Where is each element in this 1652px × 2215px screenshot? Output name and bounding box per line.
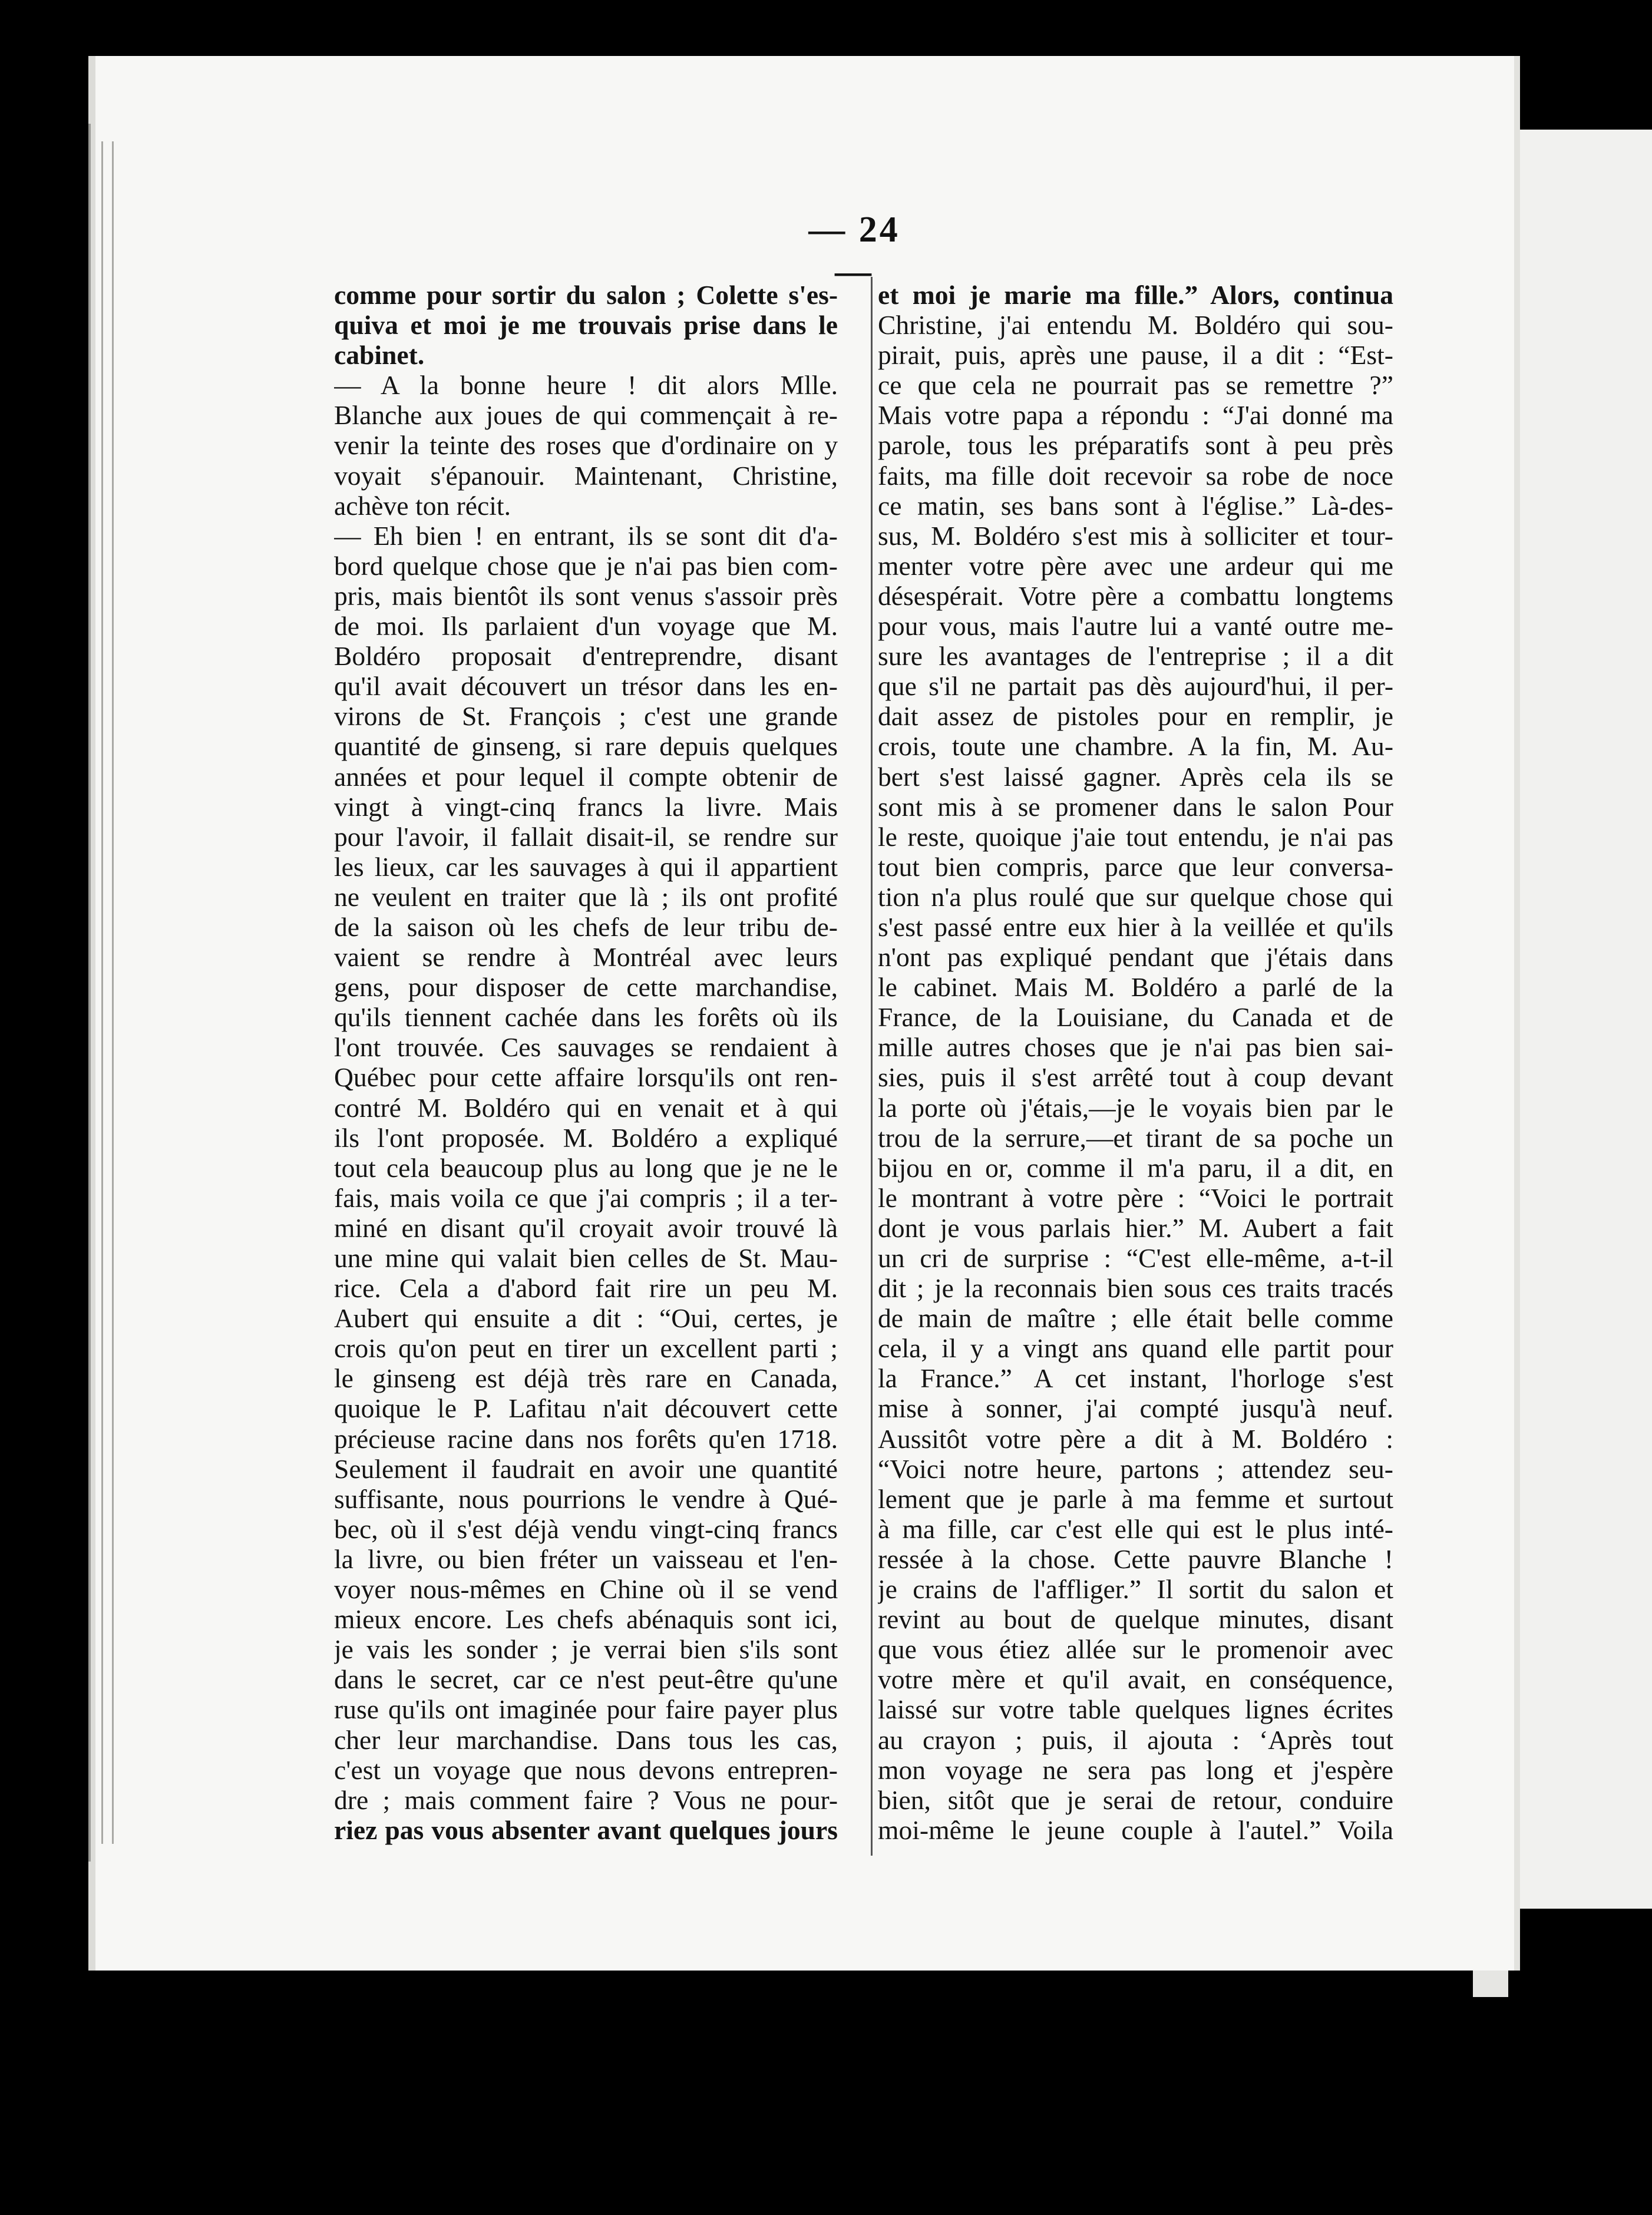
text-line: bijou en or, comme il m'a paru, il a dit, en xyxy=(878,1152,1393,1183)
adjacent-page xyxy=(1517,130,1652,1909)
text-line: Boldéro proposait d'entreprendre, disant xyxy=(334,641,838,672)
text-line: les lieux, car les sauvages à qui il appartient xyxy=(334,851,838,882)
text-line: désespérait. Votre père a combattu longtems xyxy=(878,580,1393,611)
text-line: pirait, puis, après une pause, il a dit : “Est- xyxy=(878,340,1393,371)
text-line: cabinet. xyxy=(334,340,425,371)
text-line: voyait s'épanouir. Maintenant, Christine, xyxy=(334,460,838,491)
text-line: sus, M. Boldéro s'est mis à solliciter et tour- xyxy=(878,520,1393,551)
text-column-right xyxy=(878,280,1393,1870)
text-line: que vous étiez allée sur le promenoir avec xyxy=(878,1634,1393,1665)
text-column-left xyxy=(334,280,838,1870)
text-line: dans le secret, car ce n'est peut-être qu'une xyxy=(334,1664,838,1695)
text-line: mon voyage ne sera pas long et j'espère xyxy=(878,1754,1393,1785)
text-line: je crains de l'affliger.” Il sortit du salon et xyxy=(878,1574,1393,1605)
text-line: dait assez de pistoles pour en remplir, je xyxy=(878,701,1393,732)
text-line: crois, toute une chambre. A la fin, M. Au- xyxy=(878,731,1393,762)
text-line: mille autres choses que je n'ai pas bien sai- xyxy=(878,1032,1393,1063)
text-line: au crayon ; puis, il ajouta : ‘Après tout xyxy=(878,1724,1393,1755)
text-line: Aubert qui ensuite a dit : “Oui, certes, je xyxy=(334,1303,838,1334)
text-line: lement que je parle à ma femme et surtout xyxy=(878,1483,1393,1514)
text-line: suffisante, nous pourrions le vendre à Qué- xyxy=(334,1483,838,1514)
text-line: revint au bout de quelque minutes, disant xyxy=(878,1604,1393,1635)
text-line: sies, puis il s'est arrêté tout à coup devant xyxy=(878,1062,1393,1093)
text-line: France, de la Louisiane, du Canada et de xyxy=(878,1002,1393,1033)
text-line: bert s'est laissé gagner. Après cela ils se xyxy=(878,761,1393,792)
text-line: miné en disant qu'il croyait avoir trouvé là xyxy=(334,1212,838,1243)
text-line: fais, mais voila ce que j'ai compris ; il a ter- xyxy=(334,1182,838,1213)
text-line: années et pour lequel il compte obtenir de xyxy=(334,761,838,792)
text-line: c'est un voyage que nous devons entrepren- xyxy=(334,1754,838,1785)
text-line: gens, pour disposer de cette marchandise, xyxy=(334,972,838,1003)
text-line: votre mère et qu'il avait, en conséquence, xyxy=(878,1664,1393,1695)
text-line: ressée à la chose. Cette pauvre Blanche ! xyxy=(878,1543,1393,1574)
text-line: pour vous, mais l'autre lui a vanté outre me- xyxy=(878,611,1393,642)
text-line: comme pour sortir du salon ; Colette s'es- xyxy=(334,280,838,310)
text-line: quantité de ginseng, si rare depuis quelques xyxy=(334,731,838,762)
text-line: pour l'avoir, il fallait disait-il, se rendre sur xyxy=(334,821,838,852)
text-line: pris, mais bientôt ils sont venus s'assoir près xyxy=(334,580,838,611)
text-line: tout bien compris, parce que leur conversa- xyxy=(878,851,1393,882)
text-line: — A la bonne heure ! dit alors Mlle. xyxy=(334,370,838,401)
text-line: ruse qu'ils ont imaginée pour faire payer plus xyxy=(334,1694,838,1725)
text-line: s'est passé entre eux hier à la veillée et qu'ils xyxy=(878,911,1393,942)
column-divider xyxy=(871,277,873,1856)
text-line: virons de St. François ; c'est une grande xyxy=(334,701,838,732)
text-line: moi-même le jeune couple à l'autel.” Voila xyxy=(878,1814,1393,1845)
text-line: dit ; je la reconnais bien sous ces traits tracés xyxy=(878,1273,1393,1304)
text-line: qu'ils tiennent cachée dans les forêts où ils xyxy=(334,1002,838,1033)
text-line: contré M. Boldéro qui en venait et à qui xyxy=(334,1092,838,1123)
text-line: quiva et moi je me trouvais prise dans le xyxy=(334,310,838,340)
text-line: le reste, quoique j'aie tout entendu, je n'ai pas xyxy=(878,821,1393,852)
page-edge-lines xyxy=(88,124,126,1862)
text-line: bec, où il s'est déjà vendu vingt-cinq francs xyxy=(334,1513,838,1544)
text-line: l'ont trouvée. Ces sauvages se rendaient à xyxy=(334,1032,838,1063)
text-line: le ginseng est déjà très rare en Canada, xyxy=(334,1363,838,1394)
text-line: Québec pour cette affaire lorsqu'ils ont ren- xyxy=(334,1062,838,1093)
text-line: Christine, j'ai entendu M. Boldéro qui sou- xyxy=(878,310,1393,340)
text-line: vingt à vingt-cinq francs la livre. Mais xyxy=(334,791,838,822)
text-line: quoique le P. Lafitau n'ait découvert cette xyxy=(334,1393,838,1424)
text-line: voyer nous-mêmes en Chine où il se vend xyxy=(334,1574,838,1605)
text-line: n'ont pas expliqué pendant que j'étais dans xyxy=(878,942,1393,973)
text-line: rice. Cela a d'abord fait rire un peu M. xyxy=(334,1273,838,1304)
text-line: mise à sonner, j'ai compté jusqu'à neuf. xyxy=(878,1393,1393,1424)
text-line: qu'il avait découvert un trésor dans les en- xyxy=(334,671,838,702)
text-line: cher leur marchandise. Dans tous les cas, xyxy=(334,1724,838,1755)
text-line: dont je vous parlais hier.” M. Aubert a fait xyxy=(878,1212,1393,1243)
text-line: Blanche aux joues de qui commençait à re- xyxy=(334,400,838,431)
text-line: crois qu'on peut en tirer un excellent parti ; xyxy=(334,1333,838,1364)
text-line: la porte où j'étais,—je le voyais bien par le xyxy=(878,1092,1393,1123)
text-line: de main de maître ; elle était belle comme xyxy=(878,1303,1393,1334)
text-line: dre ; mais comment faire ? Vous ne pour- xyxy=(334,1784,838,1815)
text-line: faits, ma fille doit recevoir sa robe de noce xyxy=(878,460,1393,491)
text-line: cela, il y a vingt ans quand elle partit pour xyxy=(878,1333,1393,1364)
text-line: vaient se rendre à Montréal avec leurs xyxy=(334,942,838,973)
text-line: que s'il ne partait pas dès aujourd'hui, il per- xyxy=(878,671,1393,702)
text-line: bien, sitôt que je serai de retour, conduire xyxy=(878,1784,1393,1815)
text-line: tout cela beaucoup plus au long que je ne le xyxy=(334,1152,838,1183)
page-number: — 24 — xyxy=(808,210,900,292)
text-line: ils l'ont proposée. M. Boldéro a expliqué xyxy=(334,1122,838,1153)
text-line: laissé sur votre table quelques lignes écrites xyxy=(878,1694,1393,1725)
text-line: le montrant à votre père : “Voici le portrait xyxy=(878,1182,1393,1213)
text-line: je vais les sonder ; je verrai bien s'ils sont xyxy=(334,1634,838,1665)
text-line: trou de la serrure,—et tirant de sa poche un xyxy=(878,1122,1393,1153)
text-line: ce matin, ses bans sont à l'église.” Là-des- xyxy=(878,490,1393,521)
text-line: — Eh bien ! en entrant, ils se sont dit d'a- xyxy=(334,520,838,551)
text-line: Seulement il faudrait en avoir une quantité xyxy=(334,1453,838,1484)
text-line: tion n'a plus roulé que sur quelque chose qui xyxy=(878,881,1393,912)
text-line: riez pas vous absenter avant quelques jours xyxy=(334,1814,838,1845)
text-line: ce que cela ne pourrait pas se remettre ?” xyxy=(878,370,1393,401)
text-line: sont mis à se promener dans le salon Pour xyxy=(878,791,1393,822)
text-line: “Voici notre heure, partons ; attendez seu- xyxy=(878,1453,1393,1484)
text-line: une mine qui valait bien celles de St. Mau- xyxy=(334,1243,838,1273)
text-line: menter votre père avec une ardeur qui me xyxy=(878,550,1393,581)
text-line: bord quelque chose que je n'ai pas bien com- xyxy=(334,550,838,581)
text-line: la livre, ou bien fréter un vaisseau et l'en- xyxy=(334,1543,838,1574)
text-line: sure les avantages de l'entreprise ; il a dit xyxy=(878,641,1393,672)
text-line: ne veulent en traiter que là ; ils ont profité xyxy=(334,881,838,912)
text-line: un cri de surprise : “C'est elle-même, a-t-il xyxy=(878,1243,1393,1273)
text-line: achève ton récit. xyxy=(334,490,511,521)
text-line: la France.” A cet instant, l'horloge s'est xyxy=(878,1363,1393,1394)
text-line: à ma fille, car c'est elle qui est le plus inté- xyxy=(878,1513,1393,1544)
text-line: parole, tous les préparatifs sont à peu près xyxy=(878,430,1393,461)
text-line: mieux encore. Les chefs abénaquis sont ici, xyxy=(334,1604,838,1635)
text-line: de la saison où les chefs de leur tribu de- xyxy=(334,911,838,942)
text-line: Mais votre papa a répondu : “J'ai donné ma xyxy=(878,400,1393,431)
text-line: précieuse racine dans nos forêts qu'en 1718. xyxy=(334,1423,838,1454)
text-line: et moi je marie ma fille.” Alors, continua xyxy=(878,280,1393,310)
text-line: de moi. Ils parlaient d'un voyage que M. xyxy=(334,611,838,642)
text-line: Aussitôt votre père a dit à M. Boldéro : xyxy=(878,1423,1393,1454)
text-line: le cabinet. Mais M. Boldéro a parlé de la xyxy=(878,972,1393,1003)
text-line: venir la teinte des roses que d'ordinaire on y xyxy=(334,430,838,461)
